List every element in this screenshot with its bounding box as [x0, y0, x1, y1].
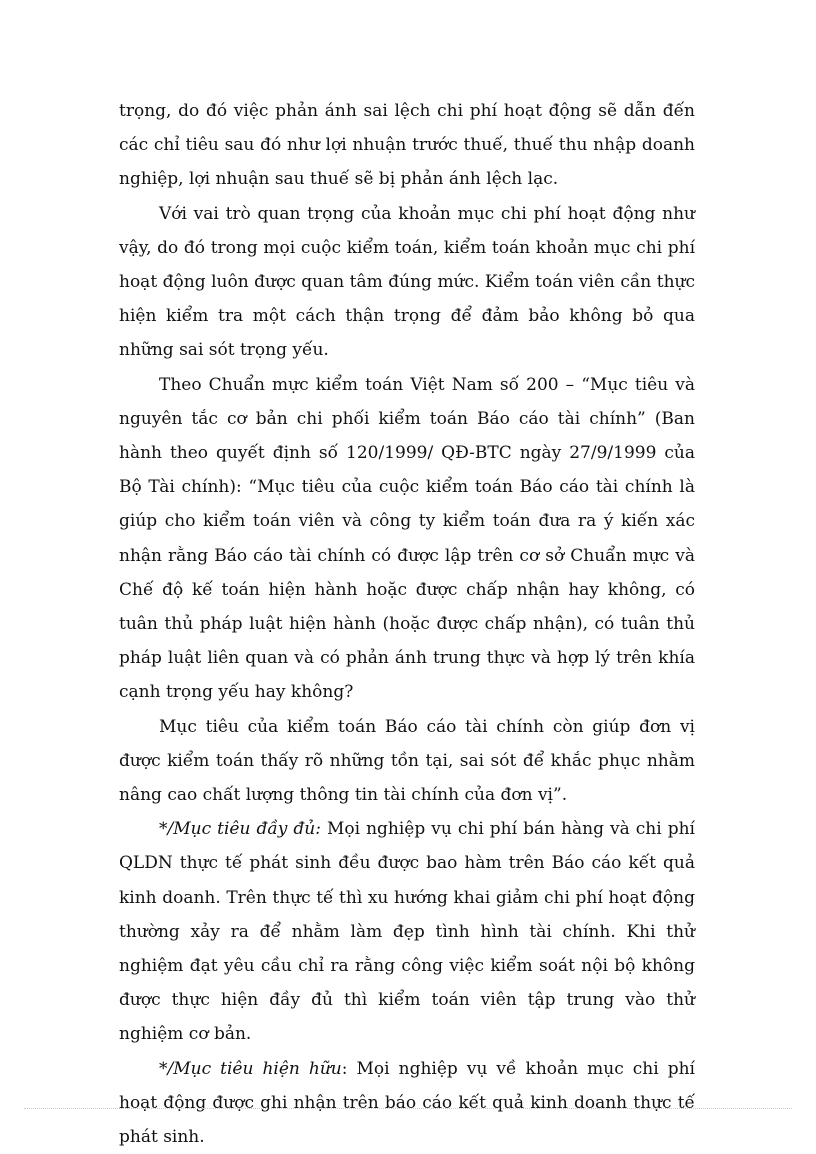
paragraph-5 — [119, 812, 695, 1051]
paragraph-6-body: : Mọi nghiệp vụ về khoản mục chi phí hoạt động được ghi nhận trên báo cáo kết quả kinh doanh thực tế phát sinh. — [119, 1058, 695, 1148]
paragraph-5-heading: */Mục tiêu đầy đủ: — [159, 819, 321, 840]
paragraph-6-heading: */Mục tiêu hiện hữu — [159, 1058, 342, 1079]
paragraph-2: Với vai trò quan trọng của khoản mục chi phí hoạt động như vậy, do đó trong mọi cuộc kiểm toán, kiểm toán khoản mục chi phí hoạt động luôn được quan tâm đúng mức. Kiểm toán viên cần thực hiện kiểm tra một cách thận trọng để đảm bảo không bỏ qua những sai sót trọng yếu. — [119, 203, 695, 361]
paragraph-5-body: Mọi nghiệp vụ chi phí bán hàng và chi phí QLDN thực tế phát sinh đều được bao hàm trên Báo cáo kết quả kinh doanh. Trên thực tế thì xu hướng khai giảm chi phí hoạt động thường xảy ra để nhằm làm đẹp tình hình tài chính. Khi thử nghiệm đạt yêu cầu chỉ ra rằng công việc kiểm soát nội bộ không được thực hiện đầy đủ thì kiểm toán viên tập trung vào thử nghiệm cơ bản. — [119, 819, 695, 1045]
page-bottom-divider — [24, 1108, 792, 1109]
paragraph-1: trọng, do đó việc phản ánh sai lệch chi phí hoạt động sẽ dẫn đến các chỉ tiêu sau đó như lợi nhuận trước thuế, thuế thu nhập doanh nghiệp, lợi nhuận sau thuế sẽ bị phản ánh lệch lạc. — [119, 101, 695, 190]
paragraph-3: Theo Chuẩn mực kiểm toán Việt Nam số 200 – “Mục tiêu và nguyên tắc cơ bản chi phối kiểm toán Báo cáo tài chính” (Ban hành theo quyết định số 120/1999/ QĐ-BTC ngày 27/9/1999 của Bộ Tài chính): “Mục tiêu của cuộc kiểm toán Báo cáo tài chính là giúp cho kiểm toán viên và công ty kiểm toán đưa ra ý kiến xác nhận rằng Báo cáo tài chính có được lập trên cơ sở Chuẩn mực và Chế độ kế toán hiện hành hoặc được chấp nhận hay không, có tuân thủ pháp luật hiện hành (hoặc được chấp nhận), có tuân thủ pháp luật liên quan và có phản ánh trung thực và hợp lý trên khía cạnh trọng yếu hay không? — [119, 374, 695, 703]
paragraph-4: Mục tiêu của kiểm toán Báo cáo tài chính còn giúp đơn vị được kiểm toán thấy rõ những tồn tại, sai sót để khắc phục nhằm nâng cao chất lượng thông tin tài chính của đơn vị”. — [119, 716, 695, 806]
document-page — [119, 94, 695, 1154]
paragraph-6 — [119, 1052, 695, 1154]
